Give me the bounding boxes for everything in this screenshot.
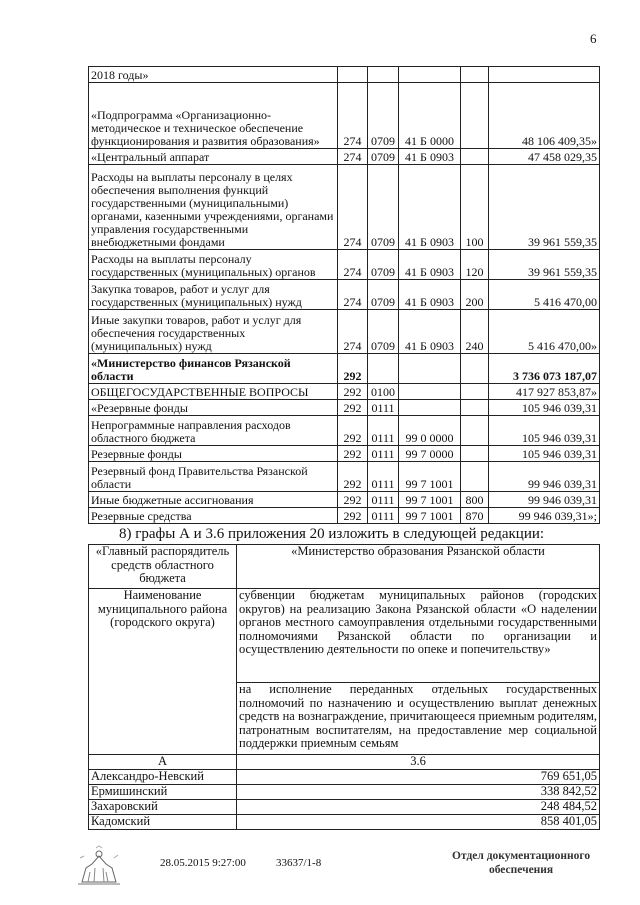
vr-cell [461, 67, 489, 83]
sum-cell: 105 946 039,31 [489, 400, 600, 416]
vr-cell [461, 462, 489, 492]
vr-cell [461, 384, 489, 400]
rz-cell: 0111 [368, 446, 399, 462]
name-cell: Закупка товаров, работ и услуг для государственных (муниципальных) нужд [89, 280, 338, 310]
gr-cell: 292 [338, 416, 368, 446]
rz-cell [368, 67, 399, 83]
cs-cell: 41 Б 0903 [399, 149, 461, 165]
sum-cell: 3 736 073 187,07 [489, 354, 600, 384]
vr-cell: 870 [461, 508, 489, 524]
name-column-header: Наименование муниципального района (городского округа) [89, 589, 237, 755]
name-cell: Расходы на выплаты персоналу в целях обеспечения выполнения функций государственными (муниципальными) органами, казенными учреждениями, органами управления государственными внебюджетными фондами [89, 165, 338, 250]
budget-row [89, 354, 600, 384]
gr-cell: 274 [338, 250, 368, 280]
gr-cell: 292 [338, 462, 368, 492]
rz-cell: 0111 [368, 416, 399, 446]
budget-row [89, 400, 600, 416]
name-cell: «Министерство финансов Рязанской области [89, 354, 338, 384]
name-cell: Непрограммные направления расходов областного бюджета [89, 416, 338, 446]
sum-cell: 5 416 470,00 [489, 280, 600, 310]
vr-cell [461, 149, 489, 165]
rz-cell: 0111 [368, 400, 399, 416]
department-stamp [452, 849, 590, 877]
district-value-cell: 338 842,52 [237, 784, 600, 799]
budget-table [88, 66, 600, 524]
cs-cell: 41 Б 0000 [399, 83, 461, 149]
column-36-label: 3.6 [237, 755, 600, 770]
budget-row [89, 446, 600, 462]
budget-row [89, 416, 600, 446]
gr-cell: 292 [338, 508, 368, 524]
sum-cell: 105 946 039,31 [489, 446, 600, 462]
sum-cell: 5 416 470,00» [489, 310, 600, 354]
description-1-cell: субвенции бюджетам муниципальных районов (городских округов) на реализацию Закона Рязанской области «О наделении органов местного самоуправления отдельными государственными полномочиями Рязанской области по организации и осуществлению деятельности по опеке и попечительству» [237, 589, 600, 683]
name-cell: «Резервные фонды [89, 400, 338, 416]
section-heading: 8) графы А и 3.6 приложения 20 изложить в следующей редакции: [119, 526, 545, 542]
vr-cell: 100 [461, 165, 489, 250]
cs-cell [399, 384, 461, 400]
rz-cell: 0111 [368, 508, 399, 524]
budget-row [89, 165, 600, 250]
cs-cell: 99 7 0000 [399, 446, 461, 462]
column-a-label: А [89, 755, 237, 770]
cs-cell: 99 7 1001 [399, 462, 461, 492]
column-labels-row [89, 755, 600, 770]
document-stamp-icon [76, 844, 122, 891]
gr-cell [338, 67, 368, 83]
sum-cell: 99 946 039,31»; [489, 508, 600, 524]
footer-timestamp: 28.05.2015 9:27:00 [160, 857, 246, 869]
vr-cell [461, 446, 489, 462]
header-left-cell: «Главный распорядитель средств областного бюджета [89, 545, 237, 589]
vr-cell: 200 [461, 280, 489, 310]
cs-cell: 41 Б 0903 [399, 165, 461, 250]
rz-cell: 0100 [368, 384, 399, 400]
vr-cell [461, 354, 489, 384]
vr-cell: 120 [461, 250, 489, 280]
name-cell: 2018 годы» [89, 67, 338, 83]
rz-cell [368, 354, 399, 384]
gr-cell: 292 [338, 446, 368, 462]
cs-cell: 99 7 1001 [399, 508, 461, 524]
sum-cell: 39 961 559,35 [489, 250, 600, 280]
budget-row [89, 280, 600, 310]
budget-row [89, 250, 600, 280]
budget-row [89, 492, 600, 508]
cs-cell: 41 Б 0903 [399, 280, 461, 310]
rz-cell: 0709 [368, 250, 399, 280]
rz-cell: 0709 [368, 83, 399, 149]
rz-cell: 0709 [368, 165, 399, 250]
rz-cell: 0111 [368, 462, 399, 492]
gr-cell: 292 [338, 354, 368, 384]
budget-row [89, 508, 600, 524]
district-row [89, 799, 600, 814]
budget-row [89, 310, 600, 354]
district-name-cell: Ермишинский [89, 784, 237, 799]
vr-cell [461, 83, 489, 149]
page-number: 6 [590, 31, 597, 46]
name-cell: «Подпрограмма «Организационно-методическое и техническое обеспечение функционирования и развития образования» [89, 83, 338, 149]
sum-cell: 48 106 409,35» [489, 83, 600, 149]
vr-cell [461, 416, 489, 446]
gr-cell: 292 [338, 400, 368, 416]
description-2-cell: на исполнение переданных отдельных государственных полномочий по назначению и осуществлению выплат денежных средств на вознаграждение, причитающееся приемным родителям, патронатным воспитателям, на предоставление мер социальной поддержки приемным семьям [237, 683, 600, 755]
sum-cell: 39 961 559,35 [489, 165, 600, 250]
rz-cell: 0709 [368, 310, 399, 354]
cs-cell: 41 Б 0903 [399, 310, 461, 354]
district-value-cell: 858 401,05 [237, 814, 600, 829]
rz-cell: 0709 [368, 149, 399, 165]
gr-cell: 274 [338, 310, 368, 354]
sum-cell: 99 946 039,31 [489, 462, 600, 492]
sum-cell [489, 67, 600, 83]
district-row [89, 814, 600, 829]
gr-cell: 292 [338, 492, 368, 508]
gr-cell: 292 [338, 384, 368, 400]
budget-row [89, 83, 600, 149]
gr-cell: 274 [338, 149, 368, 165]
name-cell: Расходы на выплаты персоналу государственных (муниципальных) органов [89, 250, 338, 280]
district-name-cell: Александро-Невский [89, 769, 237, 784]
cs-cell: 41 Б 0903 [399, 250, 461, 280]
vr-cell [461, 400, 489, 416]
budget-row [89, 462, 600, 492]
district-name-cell: Захаровский [89, 799, 237, 814]
cs-cell [399, 67, 461, 83]
cs-cell: 99 7 1001 [399, 492, 461, 508]
sum-cell: 47 458 029,35 [489, 149, 600, 165]
header-right-cell: «Министерство образования Рязанской области [237, 545, 600, 589]
sum-cell: 417 927 853,87» [489, 384, 600, 400]
district-name-cell: Кадомский [89, 814, 237, 829]
appendix-table [88, 544, 600, 830]
name-cell: Иные закупки товаров, работ и услуг для обеспечения государственных (муниципальных) нужд [89, 310, 338, 354]
budget-row [89, 149, 600, 165]
department-line-1: Отдел документационного [452, 850, 591, 862]
cs-cell [399, 400, 461, 416]
district-row [89, 784, 600, 799]
name-cell: Резервный фонд Правительства Рязанской области [89, 462, 338, 492]
cs-cell: 99 0 0000 [399, 416, 461, 446]
name-cell: «Центральный аппарат [89, 149, 338, 165]
rz-cell: 0709 [368, 280, 399, 310]
vr-cell: 800 [461, 492, 489, 508]
name-cell: Иные бюджетные ассигнования [89, 492, 338, 508]
budget-row [89, 67, 600, 83]
rz-cell: 0111 [368, 492, 399, 508]
gr-cell: 274 [338, 165, 368, 250]
district-row [89, 769, 600, 784]
name-cell: ОБЩЕГОСУДАРСТВЕННЫЕ ВОПРОСЫ [89, 384, 338, 400]
sum-cell: 99 946 039,31 [489, 492, 600, 508]
sum-cell: 105 946 039,31 [489, 416, 600, 446]
name-cell: Резервные фонды [89, 446, 338, 462]
gr-cell: 274 [338, 83, 368, 149]
district-value-cell: 769 651,05 [237, 769, 600, 784]
budget-row [89, 384, 600, 400]
gr-cell: 274 [338, 280, 368, 310]
vr-cell: 240 [461, 310, 489, 354]
footer-doc-id: 33637/1-8 [276, 857, 322, 869]
description-row-1 [89, 589, 600, 683]
cs-cell [399, 354, 461, 384]
department-line-2: обеспечения [488, 864, 554, 876]
header-row [89, 545, 600, 589]
name-cell: Резервные средства [89, 508, 338, 524]
district-value-cell: 248 484,52 [237, 799, 600, 814]
